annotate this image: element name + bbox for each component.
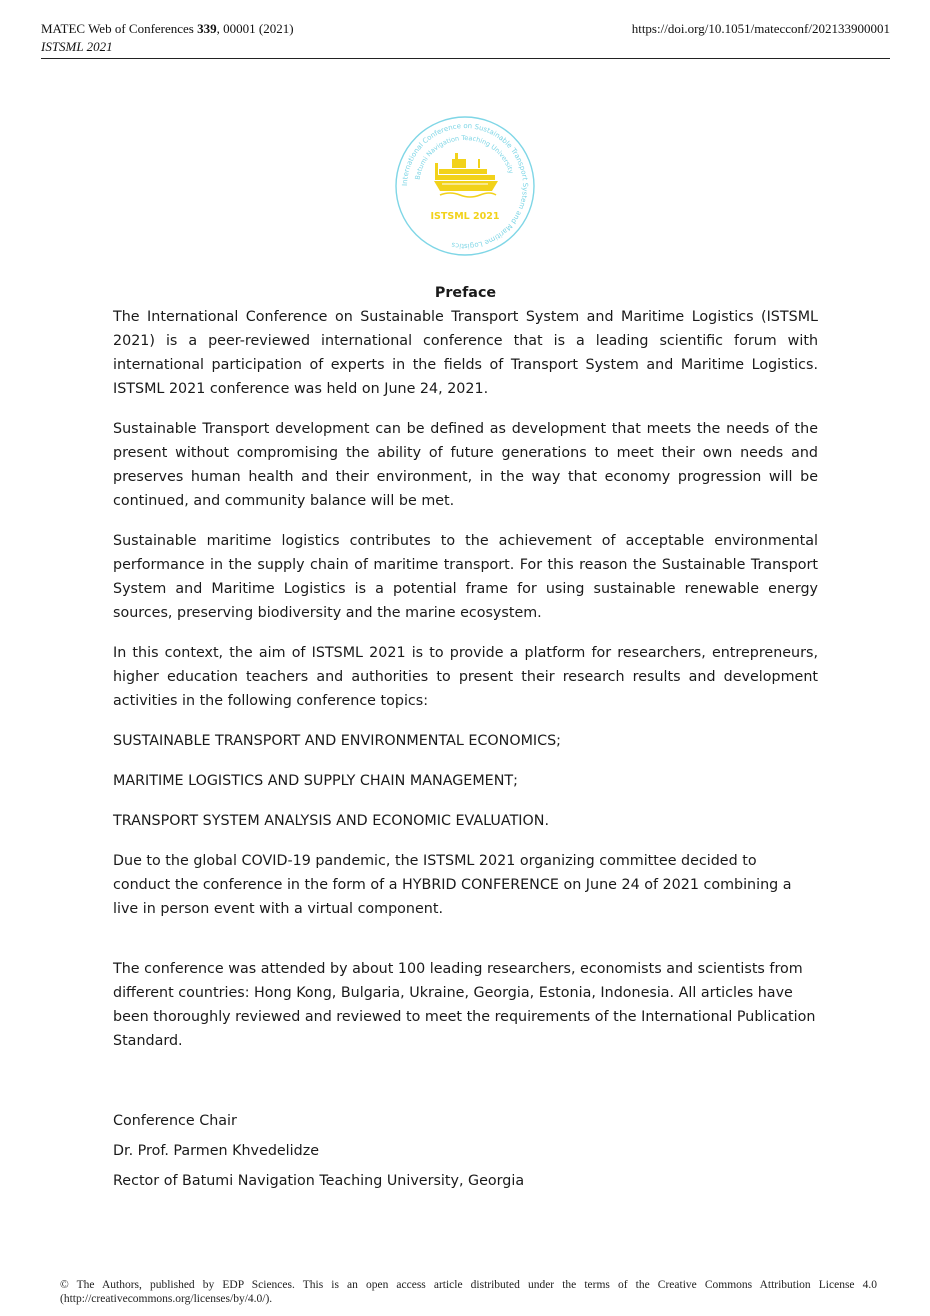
page-header xyxy=(41,20,890,59)
intro-paragraph: The International Conference on Sustainable Transport System and Maritime Logistics (ISTSML 2021) is a peer-reviewed international conference that is a leading scientific forum with international participation of experts in the fields of Transport System and Maritime Logistics. ISTSML 2021 conference was held on June 24, 2021. xyxy=(113,309,818,397)
topic-item: MARITIME LOGISTICS AND SUPPLY CHAIN MANAGEMENT; xyxy=(113,773,518,789)
journal-citation xyxy=(41,20,294,56)
topic-item: SUSTAINABLE TRANSPORT AND ENVIRONMENTAL ECONOMICS; xyxy=(113,733,561,749)
signature-role: Conference Chair xyxy=(113,1113,237,1129)
journal-line xyxy=(41,20,294,38)
covid-paragraph: Due to the global COVID-19 pandemic, the ISTSML 2021 organizing committee decided to conduct the conference in the form of a HYBRID CONFERENCE on June 24 of 2021 combining a live in person event with a virtual component. xyxy=(113,853,792,917)
license-footer: © The Authors, published by EDP Sciences. This is an open access article distributed under the terms of the Creative Commons Attribution License 4.0 (http://creativecommons.org/licenses/by/4.0/). xyxy=(60,1279,877,1305)
doi-link[interactable]: https://doi.org/10.1051/matecconf/202133900001 xyxy=(631,21,890,36)
volume-number: 339 xyxy=(197,21,217,36)
preface-body xyxy=(113,281,818,1199)
signature-affiliation: Rector of Batumi Navigation Teaching University, Georgia xyxy=(113,1173,525,1189)
logo-ring-text: International Conference on Sustainable Transport System and Maritime Logistics xyxy=(400,121,530,251)
sustainable-transport-paragraph: Sustainable Transport development can be defined as development that meets the needs of the present without compromising the ability of future generations to meet their own needs and preserves human health and their environment, in the way that economy progression will be continued, and community balance will be met. xyxy=(113,421,818,509)
conference-logo xyxy=(394,115,536,257)
article-number: , 00001 (2021) xyxy=(216,21,294,36)
ship-icon xyxy=(434,153,498,197)
topic-item: TRANSPORT SYSTEM ANALYSIS AND ECONOMIC EVALUATION. xyxy=(113,813,550,829)
journal-name: MATEC Web of Conferences xyxy=(41,21,194,36)
aim-paragraph: In this context, the aim of ISTSML 2021 is to provide a platform for researchers, entrepreneurs, higher education teachers and authorities to present their research results and development activities in the following conference topics: xyxy=(113,645,818,709)
conference-name: ISTSML 2021 xyxy=(41,39,113,54)
logo-label: ISTSML 2021 xyxy=(430,211,500,222)
logo-inner-text: Batumi Navigation Teaching University xyxy=(413,133,516,181)
attendance-paragraph: The conference was attended by about 100 leading researchers, economists and scientists from different countries: Hong Kong, Bulgaria, Ukraine, Georgia, Estonia, Indonesia. All articles have been thoroughly reviewed and reviewed to meet the requirements of the International Publication Standard. xyxy=(113,961,816,1049)
signature-name: Dr. Prof. Parmen Khvedelidze xyxy=(113,1143,320,1159)
maritime-logistics-paragraph: Sustainable maritime logistics contributes to the achievement of acceptable environmental performance in the supply chain of maritime transport. For this reason the Sustainable Transport System and Maritime Logistics is a potential frame for using sustainable renewable energy sources, preserving biodiversity and the marine ecosystem. xyxy=(113,533,818,621)
preface-title: Preface xyxy=(434,285,497,301)
